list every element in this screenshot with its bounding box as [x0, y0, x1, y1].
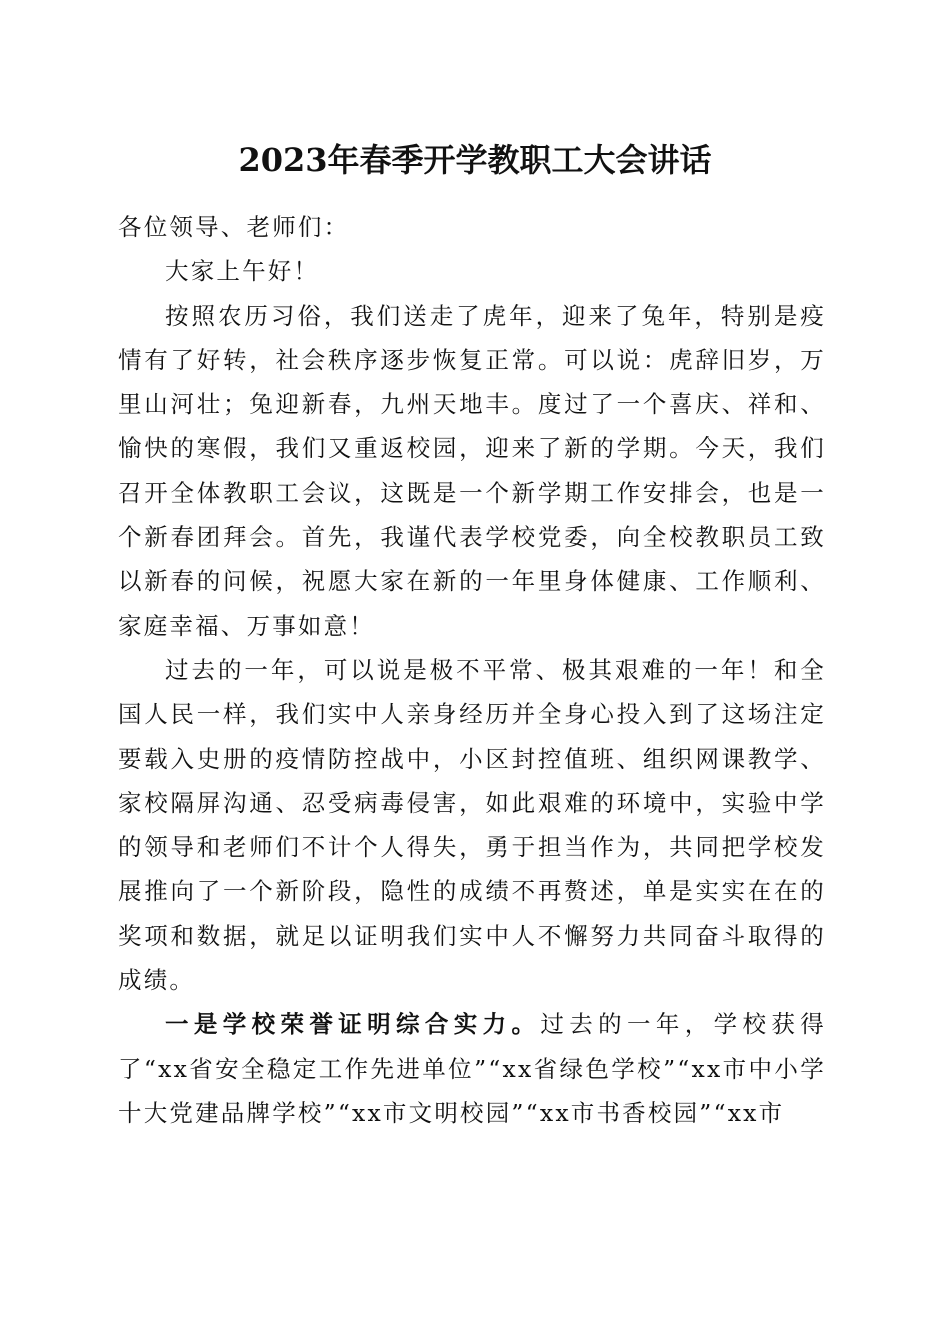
- paragraph-3-lead: 一是学校荣誉证明综合实力。: [165, 1010, 541, 1039]
- greeting: 大家上午好！: [165, 257, 320, 286]
- paragraph-1: 按照农历习俗，我们送走了虎年，迎来了兔年，特别是疫情有了好转，社会秩序逐步恢复正常。可以说：虎辞旧岁，万里山河壮；兔迎新春，九州天地丰。度过了一个喜庆、祥和、愉快的寒假，我们又重返校园，迎来了新的学期。今天，我们召开全体教职工会议，这既是一个新学期工作安排会，也是一个新春团拜会。首先，我谨代表学校党委，向全校教职员工致以新春的问候，祝愿大家在新的一年里身体健康、工作顺利、家庭幸福、万事如意！: [118, 301, 826, 640]
- salutation: 各位领导、老师们：: [118, 213, 350, 241]
- paragraph-2: 过去的一年，可以说是极不平常、极其艰难的一年！和全国人民一样，我们实中人亲身经历并全身心投入到了这场注定要载入史册的疫情防控战中，小区封控值班、组织网课教学、家校隔屏沟通、忍受病毒侵害，如此艰难的环境中，实验中学的领导和老师们不计个人得失，勇于担当作为，共同把学校发展推向了一个新阶段，隐性的成绩不再赘述，单是实实在在的奖项和数据，就足以证明我们实中人不懈努力共同奋斗取得的成绩。: [118, 655, 826, 995]
- document-title: 2023年春季开学教职工大会讲话: [238, 141, 712, 179]
- document-body: [118, 205, 826, 1135]
- paragraph-3-text: 过去的一年，学校获得了“xx省安全稳定工作先进单位”“xx省绿色学校”“xx市中小学十大党建品牌学校”“xx市文明校园”“xx市书香校园”“xx市: [118, 1010, 826, 1127]
- paragraph-3: [118, 1002, 826, 1135]
